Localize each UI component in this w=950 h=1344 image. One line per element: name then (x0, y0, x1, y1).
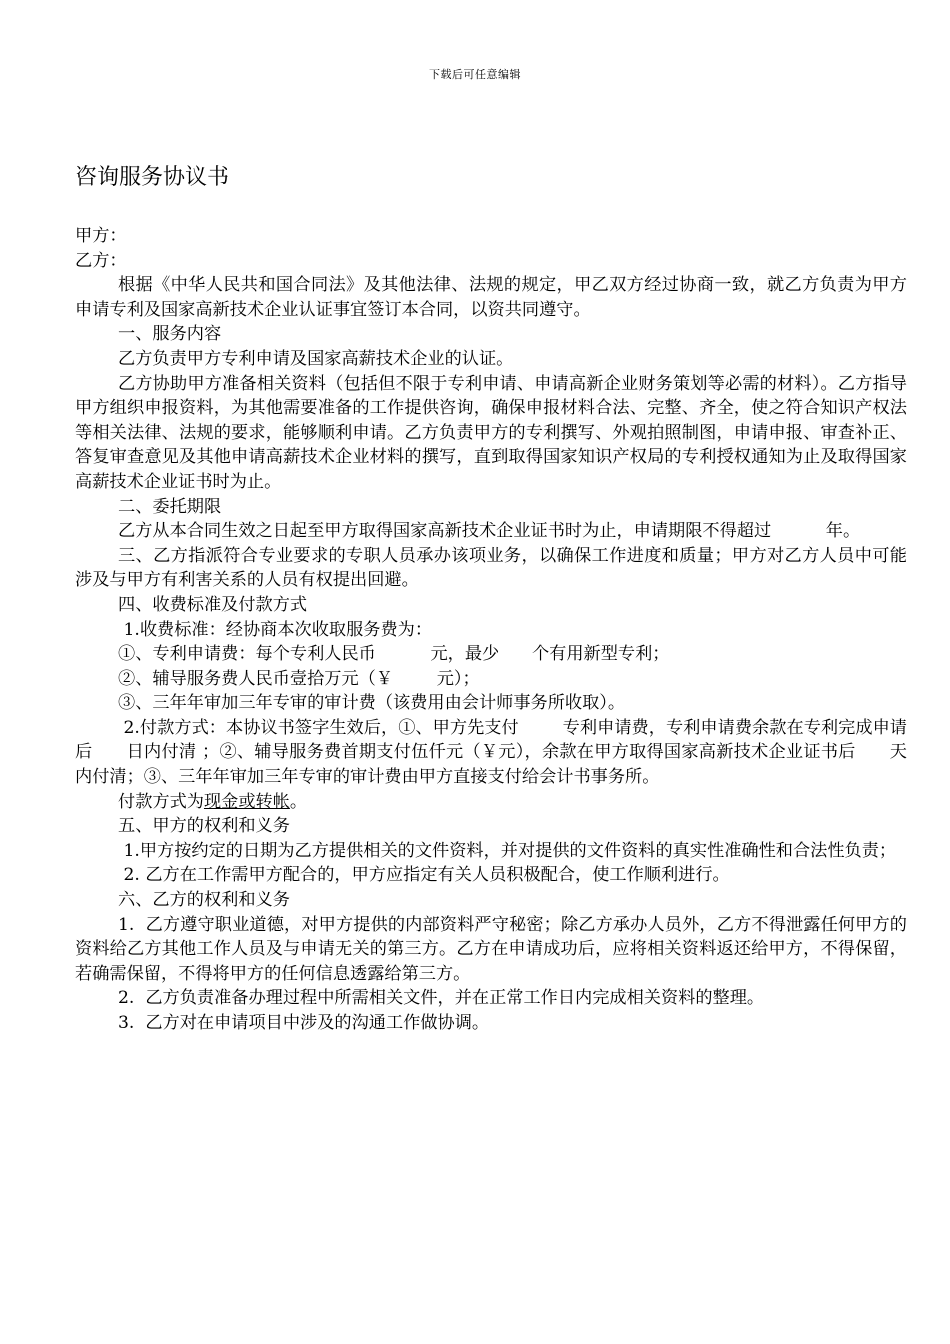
document-title: 咨询服务协议书 (75, 165, 230, 190)
fee-item-1: ①、专利申请费：每个专利人民币 元，最少 个有用新型专利； (118, 644, 670, 665)
payment-method-line (75, 790, 907, 815)
fee-standard-line: 1.收费标准：经协商本次收取服务费为： (118, 619, 433, 640)
header-note: 下载后可任意编辑 (429, 68, 521, 81)
payment-method-value: 现金或转帐 (203, 791, 290, 812)
party-a-line: 甲方： (75, 226, 127, 246)
section-4-heading: 四、收费标准及付款方式 (118, 594, 308, 615)
fee-item-2: ②、辅导服务费人民币壹拾万元（￥ 元）； (118, 668, 480, 689)
intro-paragraph: 根据《中华人民共和国合同法》及其他法律、法规的规定，甲乙双方经过协商一致，就乙方负责为甲方申请专利及国家高新技术企业认证事宜签订本合同，以资共同遵守。 (75, 275, 907, 320)
section-6-paragraph-1: 1. 乙方遵守职业道德，对甲方提供的内部资料严守秘密；除乙方承办人员外，乙方不得泄露任何甲方的资料给乙方其他工作人员及与申请无关的第三方。乙方在申请成功后，应将相关资料返还给甲方，不得保留，若确需保留，不得将甲方的任何信息透露给第三方。 (75, 914, 907, 984)
party-b-line: 乙方： (75, 250, 127, 271)
section-3-paragraph: 三、乙方指派符合专业要求的专职人员承办该项业务，以确保工作进度和质量；甲方对乙方人员中可能涉及与甲方有利害关系的人员有权提出回避。 (75, 545, 907, 591)
fee-item-3: ③、三年年审加三年专审的审计费（该费用由会计师事务所收取）。 (118, 693, 626, 714)
section-1-paragraph-1: 乙方负责甲方专利申请及国家高薪技术企业的认证。 (118, 348, 514, 369)
section-6-heading: 六、乙方的权利和义务 (118, 890, 290, 911)
payment-method-suffix: 。 (289, 791, 308, 812)
section-1-paragraph-2: 乙方协助甲方准备相关资料（包括但不限于专利申请、申请高新企业财务策划等必需的材料）。乙方指导甲方组织申报资料，为其他需要准备的工作提供咨询，确保申报材料合法、完整、齐全，使之符合知识产权法等相关法律、法规的要求，能够顺利申请。乙方负责甲方的专利撰写、外观拍照制图，申请申报、审查补正、答复审查意见及其他申请高薪技术企业材料的撰写，直到取得国家知识产权局的专利授权通知为止及取得国家高薪技术企业证书时为止。 (75, 373, 907, 492)
section-5-paragraph-1: 1.甲方按约定的日期为乙方提供相关的文件资料，并对提供的文件资料的真实性准确性和合法性负责； (118, 840, 897, 861)
payment-paragraph: 2.付款方式：本协议书签字生效后，①、甲方先支付 专利申请费，专利申请费余款在专利完成申请后 日内付清 ；②、辅导服务费首期支付伍仟元（￥元），余款在甲方取得国家高新技术企业证书后 天内付清；③、三年年审加三年专审的审计费由甲方直接支付给会计书事务所。 (75, 717, 907, 788)
document-body (75, 224, 907, 1036)
section-2-paragraph: 乙方从本合同生效之日起至甲方取得国家高新技术企业证书时为止，申请期限不得超过 年。 (118, 521, 861, 542)
section-6-paragraph-3: 3. 乙方对在申请项目中涉及的沟通工作做协调。 (118, 1013, 490, 1033)
section-5-heading: 五、甲方的权利和义务 (118, 816, 290, 837)
payment-method-prefix: 付款方式为 (118, 791, 204, 812)
section-1-heading: 一、服务内容 (118, 324, 222, 345)
section-2-heading: 二、委托期限 (118, 496, 222, 517)
section-6-paragraph-2: 2. 乙方负责准备办理过程中所需相关文件，并在正常工作日内完成相关资料的整理。 (118, 988, 765, 1009)
section-5-paragraph-2: 2. 乙方在工作需甲方配合的，甲方应指定有关人员积极配合，使工作顺利进行。 (118, 865, 730, 886)
